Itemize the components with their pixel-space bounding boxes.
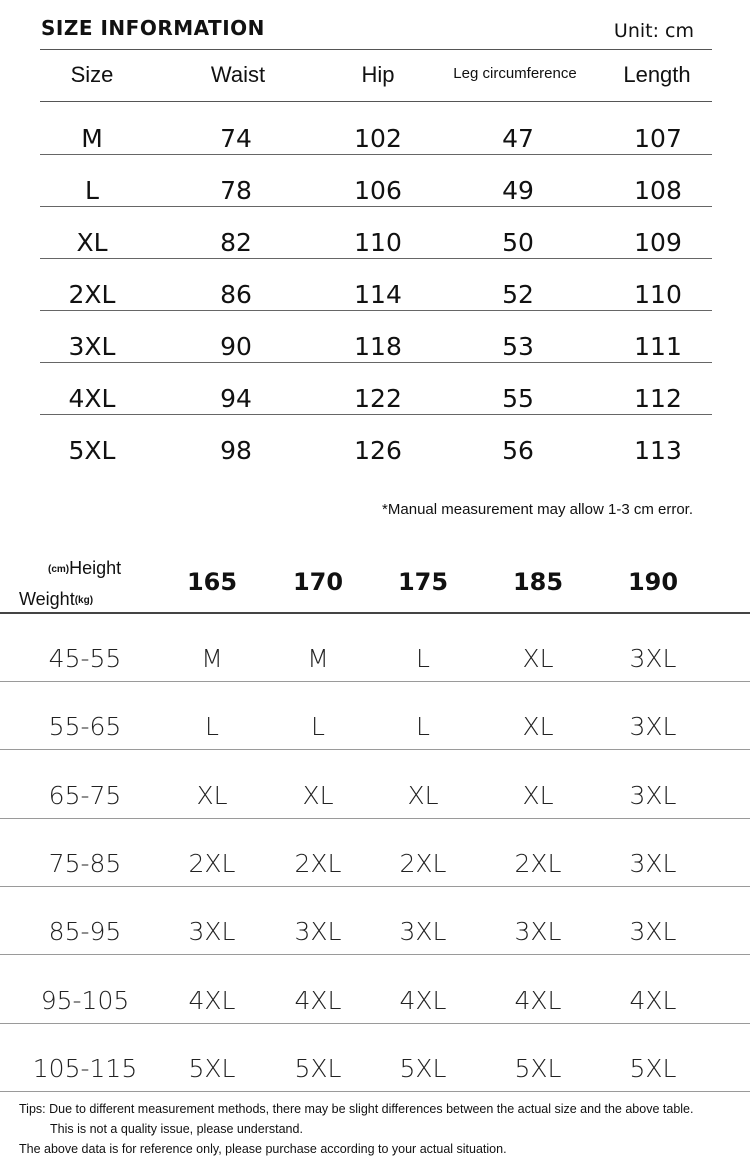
header-length: Length: [623, 62, 691, 87]
row-divider: [0, 818, 750, 819]
weight-range: 85-95: [48, 917, 122, 946]
recommended-size: XL: [522, 781, 554, 810]
recommended-size: 2XL: [514, 849, 562, 878]
table-row: [40, 112, 712, 163]
weight-range: 95-105: [40, 986, 130, 1015]
measurement-cell: 108: [634, 176, 682, 205]
height-axis-label: (cm)Height: [48, 558, 122, 578]
recommended-size: 3XL: [399, 917, 447, 946]
recommended-size: XL: [196, 781, 228, 810]
recommended-size: 4XL: [629, 986, 677, 1015]
size-label: 2XL: [68, 280, 116, 309]
weight-range: 55-65: [48, 712, 122, 741]
table-row: [40, 320, 712, 371]
weight-range: 65-75: [48, 781, 122, 810]
measurement-cell: 106: [354, 176, 402, 205]
row-divider: [0, 681, 750, 682]
recommended-size: 4XL: [399, 986, 447, 1015]
recommended-size: XL: [522, 712, 554, 741]
recommended-size: 5XL: [294, 1054, 342, 1083]
recommended-size: L: [416, 712, 430, 741]
measurement-cell: 107: [634, 124, 682, 153]
measurement-cell: 86: [220, 280, 252, 309]
recommended-size: 2XL: [188, 849, 236, 878]
header-size: Size: [70, 62, 114, 87]
recommended-size: L: [205, 712, 219, 741]
row-divider: [0, 749, 750, 750]
measurement-cell: 90: [220, 332, 252, 361]
weight-range: 45-55: [48, 644, 122, 673]
measurement-cell: 112: [634, 384, 682, 413]
recommended-size: 4XL: [514, 986, 562, 1015]
measurement-cell: 110: [354, 228, 402, 257]
measurement-cell: 113: [634, 436, 682, 465]
size-label: 5XL: [68, 436, 116, 465]
recommended-size: 3XL: [629, 781, 677, 810]
divider: [40, 49, 712, 50]
measurement-cell: 56: [502, 436, 534, 465]
measurement-cell: 98: [220, 436, 252, 465]
section-title: SIZE INFORMATION: [41, 16, 265, 40]
row-divider: [40, 154, 712, 155]
measurement-cell: 50: [502, 228, 534, 257]
size-label: XL: [76, 228, 108, 257]
recommended-size: L: [311, 712, 325, 741]
measurement-cell: 109: [634, 228, 682, 257]
header-waist: Waist: [210, 62, 266, 87]
row-divider: [40, 362, 712, 363]
measurement-cell: 52: [502, 280, 534, 309]
height-value: 165: [186, 568, 238, 596]
recommended-size: 3XL: [629, 917, 677, 946]
measurement-cell: 78: [220, 176, 252, 205]
measurement-note: *Manual measurement may allow 1-3 cm error.: [382, 501, 693, 518]
recommended-size: XL: [522, 644, 554, 673]
measurement-cell: 114: [354, 280, 402, 309]
recommended-size: XL: [302, 781, 334, 810]
recommended-size: XL: [407, 781, 439, 810]
height-value: 175: [397, 568, 449, 596]
size-label: 3XL: [68, 332, 116, 361]
recommended-size: 3XL: [629, 849, 677, 878]
measurement-cell: 49: [502, 176, 534, 205]
size-table-header: [40, 62, 712, 90]
measurement-cell: 111: [634, 332, 682, 361]
row-divider: [0, 1023, 750, 1024]
table-row: [40, 164, 712, 215]
row-divider: [40, 206, 712, 207]
height-value: 170: [292, 568, 344, 596]
recommended-size: 4XL: [294, 986, 342, 1015]
measurement-cell: 122: [354, 384, 402, 413]
recommended-size: 3XL: [629, 712, 677, 741]
measurement-cell: 102: [354, 124, 402, 153]
recommended-size: 2XL: [399, 849, 447, 878]
recommended-size: 5XL: [514, 1054, 562, 1083]
header-hip: Hip: [361, 62, 395, 87]
recommended-size: 5XL: [399, 1054, 447, 1083]
unit-label: Unit: cm: [613, 20, 694, 42]
tips-line: This is not a quality issue, please understand.: [50, 1122, 303, 1136]
recommended-size: 3XL: [629, 644, 677, 673]
recommended-size: L: [416, 644, 430, 673]
weight-axis-label: Weight(kg): [19, 589, 94, 609]
measurement-cell: 110: [634, 280, 682, 309]
row-divider: [40, 414, 712, 415]
measurement-cell: 74: [220, 124, 252, 153]
recommended-size: 5XL: [188, 1054, 236, 1083]
measurement-cell: 126: [354, 436, 402, 465]
recommended-size: 5XL: [629, 1054, 677, 1083]
table-row: [40, 372, 712, 423]
recommended-size: M: [307, 644, 329, 673]
weight-range: 75-85: [48, 849, 122, 878]
size-label: L: [85, 176, 99, 205]
recommended-size: M: [201, 644, 223, 673]
row-divider: [0, 954, 750, 955]
measurement-cell: 82: [220, 228, 252, 257]
table-row: [40, 268, 712, 319]
weight-range: 105-115: [32, 1054, 138, 1083]
tips-line: Tips: Due to different measurement methods, there may be slight differences between the actual size and the above table.: [19, 1102, 694, 1116]
divider: [40, 101, 712, 102]
recommended-size: 4XL: [188, 986, 236, 1015]
recommended-size: 3XL: [188, 917, 236, 946]
recommended-size: 2XL: [294, 849, 342, 878]
measurement-cell: 94: [220, 384, 252, 413]
table-row: [40, 216, 712, 267]
table-row: [40, 424, 712, 475]
size-label: 4XL: [68, 384, 116, 413]
row-divider: [40, 310, 712, 311]
header-leg-circumference: Leg circumference: [453, 65, 577, 82]
measurement-cell: 55: [502, 384, 534, 413]
row-divider: [0, 886, 750, 887]
row-divider: [0, 1091, 750, 1092]
recommended-size: 3XL: [514, 917, 562, 946]
row-divider: [40, 258, 712, 259]
size-label: M: [81, 124, 103, 153]
measurement-cell: 53: [502, 332, 534, 361]
height-value: 185: [512, 568, 564, 596]
measurement-cell: 47: [502, 124, 534, 153]
divider: [0, 612, 750, 614]
measurement-cell: 118: [354, 332, 402, 361]
height-value: 190: [627, 568, 679, 596]
tips-line: The above data is for reference only, please purchase according to your actual situation.: [19, 1142, 507, 1156]
recommended-size: 3XL: [294, 917, 342, 946]
